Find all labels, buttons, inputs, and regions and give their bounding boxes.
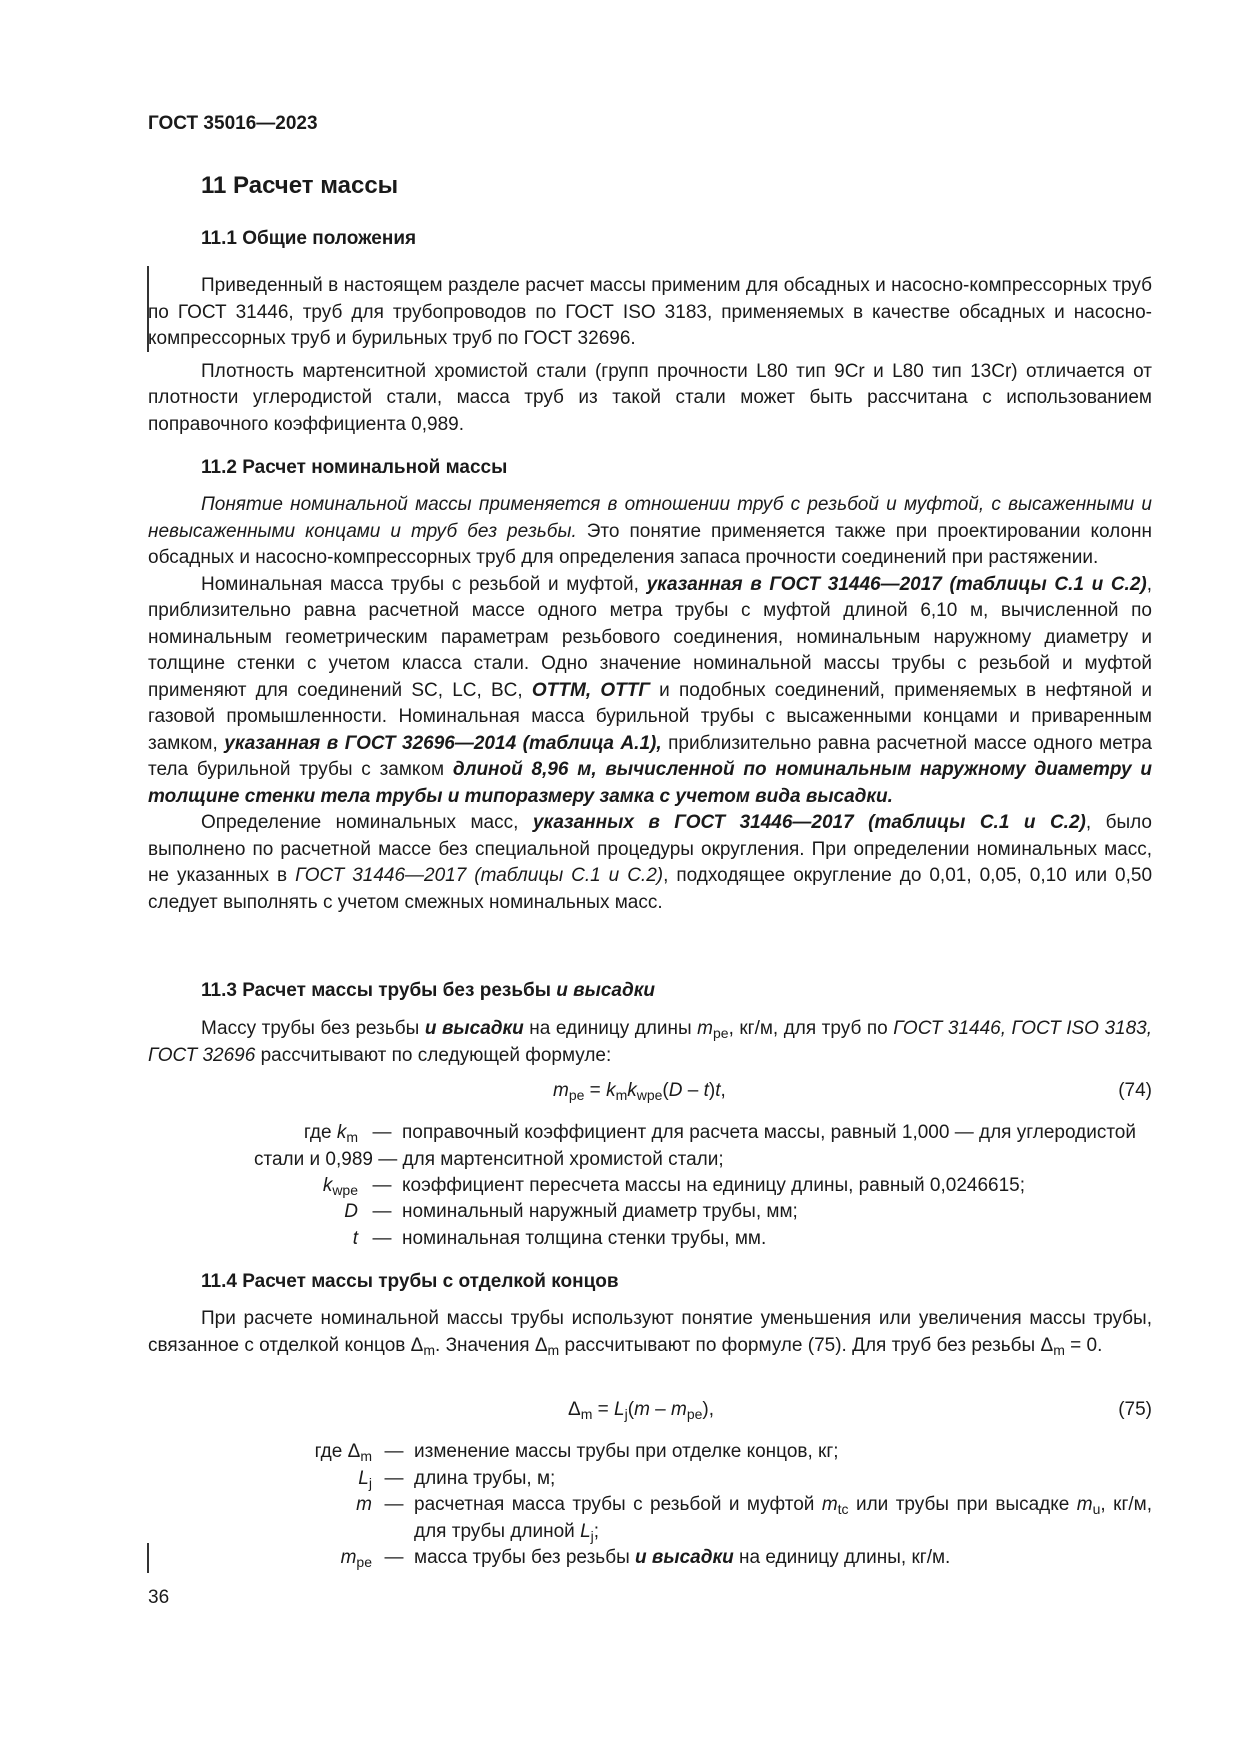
page-number: 36 [148,1587,170,1608]
subsection-11-1-text [148,273,1152,438]
subsection-11-1-title: 11.1 Общие положения [201,228,417,249]
formula-74: $m_{pe} = k_mk_{wpe}(D - t)t$, [553,1080,726,1103]
formula-75: $\Delta_m = L_j(m - m_{pe})$, [568,1399,715,1422]
subsection-11-2-title: 11.2 Расчет номинальной массы [201,457,508,478]
equation-number: (75) [1118,1399,1152,1420]
paragraph: Приведенный в настоящем разделе расчет массы применим для обсадных и насосно-компрессорных труб по ГОСТ 31446, труб для трубопроводов по ГОСТ ISO 3183, применяемых в качестве обсадных и насосно-компрессорных труб и бурильных труб по ГОСТ 32696. [148,275,1152,349]
subsection-11-4-title: 11.4 Расчет массы трубы с отделкой концов [201,1271,619,1292]
subsection-11-4-text [148,1306,1152,1359]
paragraph: Номинальная масса трубы с резьбой и муфтой, указанная в ГОСТ 31446—2017 (таблицы C.1 и C.2), приблизительно равна расчетной массе одного метра трубы с муфтой длиной 6,10 м, вычисленной по номинальным геометрическим параметрам резьбового соединения, номинальным наружному диаметру и толщине стенки с учетом класса стали. Одно значение номинальной массы трубы с резьбой и муфтой применяют для соединений SC, LC, BC, ОТТМ, ОТТГ и подобных соединений, применяемых в нефтяной и газовой промышленности. Номинальная масса бурильной трубы с высаженными концами и приваренным замком, указанная в ГОСТ 32696—2014 (таблица A.1), приблизительно равна расчетной массе одного метра тела бурильной трубы с замком длиной 8,96 м, вычисленной по номинальным наружному диаметру и толщине стенки тела трубы и типоразмеру замка с учетом вида высадки. [148,573,1153,807]
formula-75-definitions: где $\Delta_m$ — изменение массы трубы при отделке концов, кг; $L_j$ — длина трубы, м; m — расчетная масса трубы с резьбой и муфтой $m_{tc}$ или трубы при высадке $m_u$, кг/м, для трубы длиной $L_j$; $m_{pe}$ — масса трубы без резьбы и высадки на единицу длины, кг/м. [314,1441,1152,1570]
equation-number: (74) [1118,1080,1152,1101]
subsection-11-2-text [148,492,1152,916]
formula-74-definitions: где $k_m$ — поправочный коэффициент для расчета массы, равный 1,000 — для углеродистой стали и 0,989 — для мартенситной хромистой стали; $k_{wpe}$ — коэффициент пересчета массы на единицу длины, равный 0,0246615; D — номинальный наружный диаметр трубы, мм; t — номинальная толщина стенки трубы, мм. [254,1122,1136,1249]
subsection-11-3-title: 11.3 Расчет массы трубы без резьбы и высадки [201,980,655,1001]
paragraph: Понятие номинальной массы применяется в отношении труб с резьбой и муфтой, с высаженными и невысаженными концами и труб без резьбы. Это понятие применяется также при проектировании колонн обсадных и насосно-компрессорных труб для определения запаса прочности соединений при растяжении. [148,494,1152,568]
subsection-11-3-text [148,1016,1152,1069]
paragraph: Плотность мартенситной хромистой стали (групп прочности L80 тип 9Cr и L80 тип 13Cr) отличается от плотности углеродистой стали, масса труб из такой стали может быть рассчитана с использованием поправочного коэффициента 0,989. [148,360,1152,435]
document-header: ГОСТ 35016—2023 [148,113,318,134]
paragraph: Массу трубы без резьбы и высадки на единицу длины $m_{pe}$, кг/м, для труб по ГОСТ 31446, ГОСТ ISO 3183, ГОСТ 32696 рассчитывают по следующей формуле: [148,1018,1152,1066]
paragraph: При расчете номинальной массы трубы используют понятие уменьшения или увеличения массы трубы, связанное с отделкой концов $\Delta_m$. Значения $\Delta_m$ рассчитывают по формуле (75). Для труб без резьбы $\Delta_m = 0$. [148,1308,1152,1358]
section-title: 11 Расчет массы [201,172,399,199]
paragraph: Определение номинальных масс, указанных в ГОСТ 31446—2017 (таблицы C.1 и C.2), было выполнено по расчетной массе без специальной процедуры округления. При определении номинальных масс, не указанных в ГОСТ 31446—2017 (таблицы C.1 и C.2), подходящее округление до 0,01, 0,05, 0,10 или 0,50 следует выполнять с учетом смежных номинальных масс. [148,812,1153,913]
